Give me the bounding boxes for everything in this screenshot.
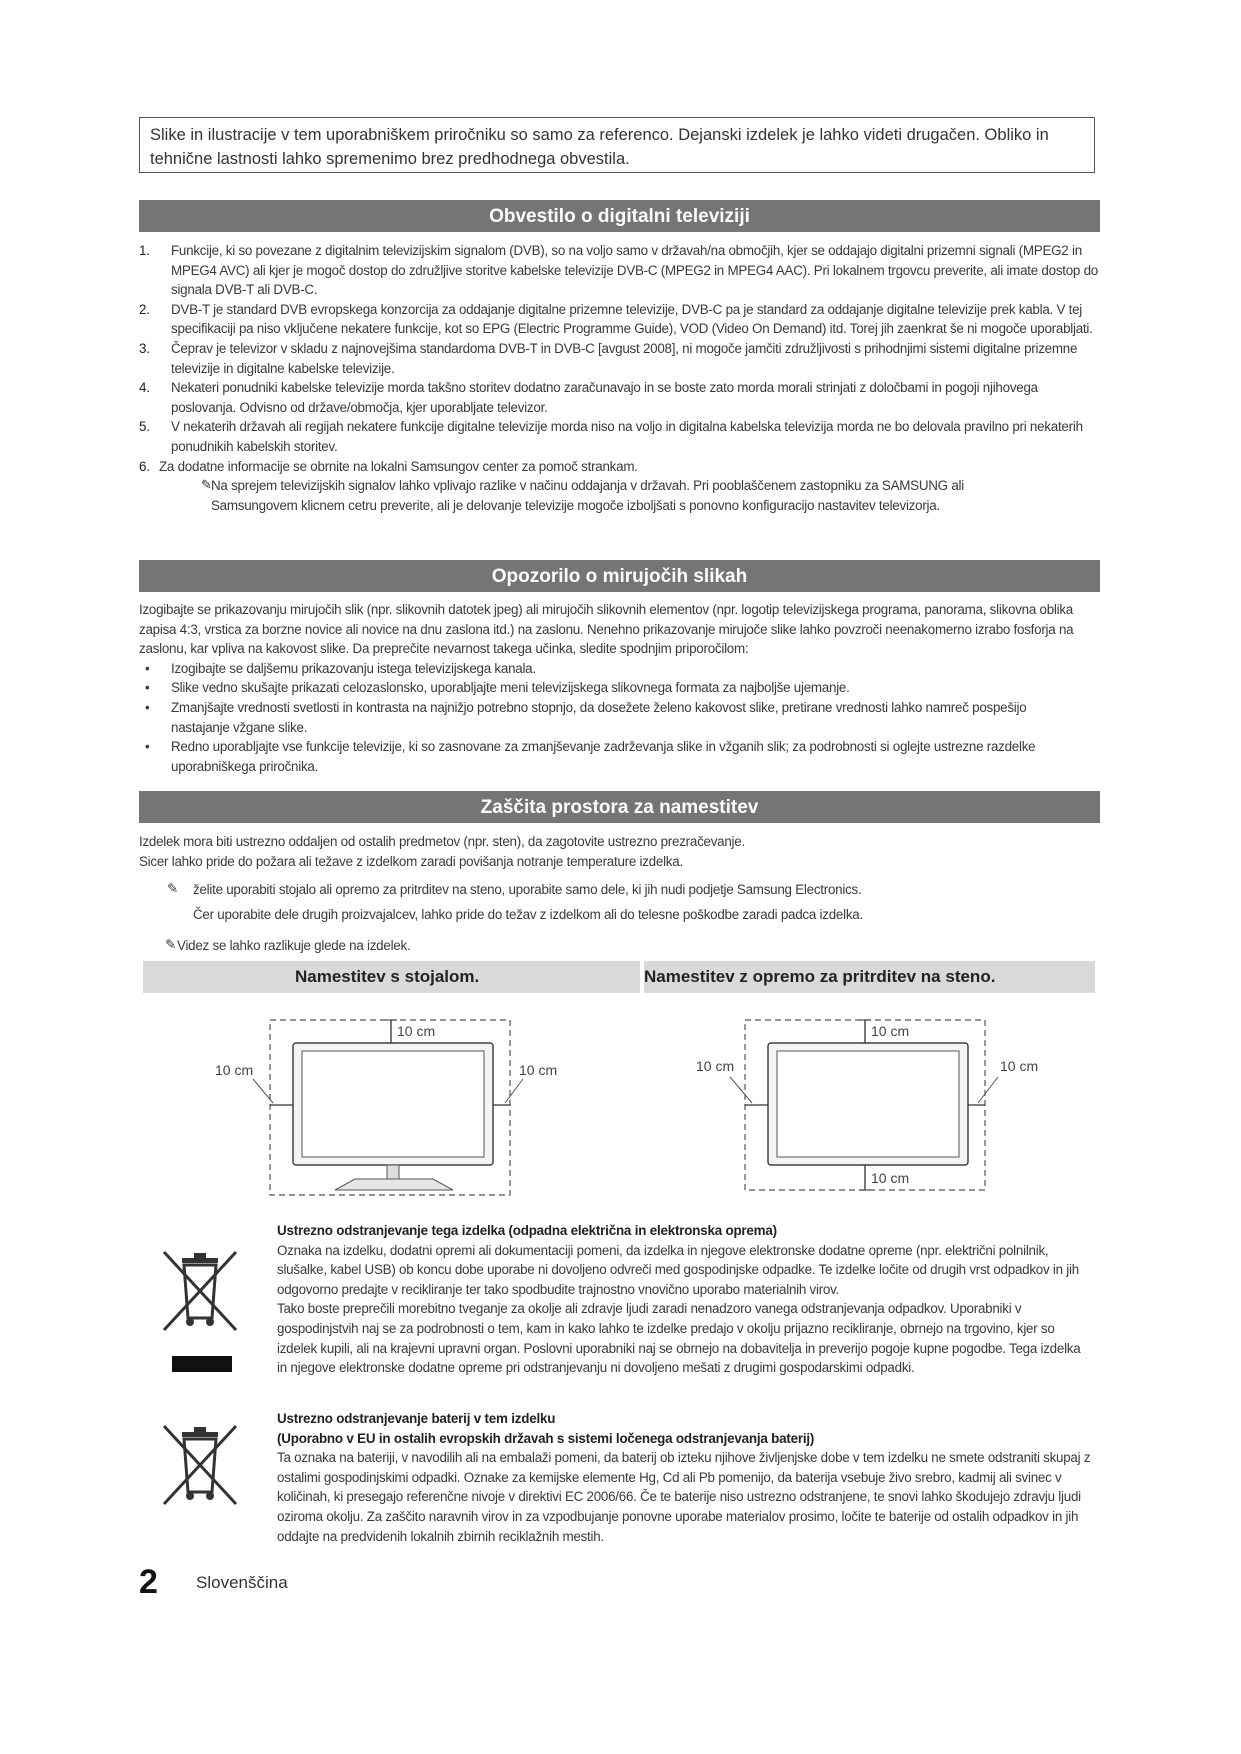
waste-battery-block (277, 1409, 1092, 1546)
reference-notice: Slike in ilustracije v tem uporabniškem priročniku so samo za referenco. Dejanski izdelek je lahko videti drugačen. Obliko in tehnične lastnosti lahko spremenimo brez predhodnega obvestila. (139, 117, 1095, 173)
still-image-block (139, 600, 1084, 776)
tv-screen (777, 1051, 959, 1157)
dim-label-right: 10 cm (519, 1062, 558, 1078)
installation-text (139, 832, 1084, 871)
waste-product-title: Ustrezno odstranjevanje tega izdelka (odpadna električna in elektronska oprema) (277, 1223, 777, 1238)
tv-screen (302, 1051, 484, 1157)
wall-installation-diagram (690, 1015, 1070, 1200)
waste-battery-title: Ustrezno odstranjevanje baterij v tem izdelku (277, 1411, 556, 1426)
crossed-bin-icon (160, 1422, 240, 1512)
list-item: • Redno uporabljajte vse funkcije televizije, ki so zasnovane za zmanjševanje zadrževanja slike in vžganih slik; za podrobnosti si oglejte ustrezne razdelke uporabniškega priročnika. (145, 739, 1036, 774)
list-item: • Izogibajte se daljšemu prikazovanju istega televizijskega kanala. (145, 660, 536, 676)
tv-stand-base (335, 1179, 453, 1190)
installation-notes (167, 880, 1087, 956)
wall-install-label: Namestitev z opremo za pritrditev na steno. (644, 967, 996, 986)
dim-label-bottom: 10 cm (871, 1170, 910, 1186)
list-item: • Zmanjšajte vrednosti svetlosti in kontrasta na najnižjo potrebno stopnjo, da dosežete želeno kakovost slike, pretirane vrednosti lahko namreč pospešijo nastajanje vžgane slike. (145, 699, 1027, 735)
waste-product-p2: Tako boste preprečili morebitno tveganje za okolje ali zdravje ljudi zaradi nenadzoro vanega odstranjevanja odpadkov. Uporabniki v gospodinjstvih naj se za podrobnosti o tem, kam in kako lahko te izdelke predajo v okolju prijazno recikliranje, obrnejo na trgovino, kjer so izdelek kupili, ali na krajevni upravni organ. Poslovni uporabniki naj se obrnejo na dobavitelja in preverijo pogoje kupne pogodbe. Tega izdelka in njegove elektronske dodatne opreme pri odstranjevanju ni dovoljeno mešati z drugimi gospodarskimi odpadki. (277, 1301, 1081, 1376)
installation-note-2: Čer uporabite dele drugih proizvajalcev, lahko pride do težav z izdelkom ali do telesne poškodbe zaradi padca izdelka. (193, 906, 863, 922)
stand-install-label: Namestitev s stojalom. (295, 967, 480, 986)
waste-battery-p1: Ta oznaka na bateriji, v navodilih ali na embalaži pomeni, da baterij ob izteku njihove življenjske dobe v tem izdelku ne smete odstraniti skupaj z ostalimi gospodinjskimi odpadki. Oznake za kemijske elemente Hg, Cd ali Pb pomenijo, da baterija vsebuje živo srebro, kadmij ali svinec v količinah, ki presegajo referenčne nivoje v direktivi EC 2006/66. Če te baterije niso ustrezno odstranjene, te snovi lahko škodujejo zdravju ljudi oziroma okolju. Za zaščito naravnih virov in za vzpodbujanje ponovne uporabe materialov prosimo, ločite te baterije od ostalih odpadkov in jih oddajte na predvidenih lokalnih zbirnih reciklažnih mestih. (277, 1450, 1091, 1544)
list-item: 6. Za dodatne informacije se obrnite na lokalni Samsungov center za pomoč strankam. (139, 458, 638, 474)
installation-note-1: ✎ želite uporabiti stojalo ali opremo za pritrditev na steno, uporabite samo dele, ki jih nudi podjetje Samsung Electronics. (167, 881, 862, 897)
dim-label-top: 10 cm (397, 1023, 436, 1039)
dim-label-right: 10 cm (1000, 1058, 1039, 1074)
crossed-bin-icon (160, 1248, 240, 1378)
list-item: 3. Čeprav je televizor v skladu z najnovejšima standardoma DVB-T in DVB-C [avgust 2008], ni mogoče jamčiti združljivosti s prihodnjimi sistemi digitalne prizemne televizije in digitalne kabelske televizije. (139, 340, 1078, 376)
section-title-installation: Zaščita prostora za namestitev (139, 791, 1100, 823)
pencil-note-icon: ✎ (167, 881, 178, 896)
dim-label-left: 10 cm (696, 1058, 735, 1074)
waste-battery-subtitle: (Uporabno v EU in ostalih evropskih državah s sistemi ločenega odstranjevanja baterij) (277, 1430, 815, 1446)
installation-line-2: Sicer lahko pride do požara ali težave z izdelkom zaradi povišanja notranje temperature izdelka. (139, 853, 683, 869)
installation-line-1: Izdelek mora biti ustrezno oddaljen od ostalih predmetov (npr. sten), da zagotovite ustrezno prezračevanje. (139, 834, 745, 849)
list-item: 5. V nekaterih državah ali regijah nekatere funkcije digitalne televizije morda niso na voljo in digitalna kabelska televizija morda ne bo delovala pravilno pri nekaterih ponudnikih kabelskih storitev. (139, 419, 1083, 454)
installation-type-header (143, 961, 1095, 993)
list-item: 2. DVB-T je standard DVB evropskega konzorcija za oddajanje digitalne prizemne televizije, DVB-C pa je standard za oddajanje digitalne televizije prek kabla. V tej specifikaciji pa niso vključene nekatere funkcije, kot so EPG (Electric Programme Guide), VOD (Video On Demand) itd. Torej jih zaenkrat še ni mogoče uporabljati. (139, 301, 1093, 337)
dim-label-top: 10 cm (871, 1023, 910, 1039)
language-label: Slovenščina (196, 1573, 288, 1592)
pencil-note-icon: ✎ (201, 477, 212, 493)
list-item: 4. Nekateri ponudniki kabelske televizije morda takšno storitev dodatno zaračunavajo in se boste zato morda morali strinjati z določbami in pogoji njihovega poslovanja. Odvisno od države/območja, kjer uporabljate televizor. (139, 380, 1038, 415)
installation-note-3: ✎ Videz se lahko razlikuje glede na izdelek. (165, 937, 411, 954)
pencil-note-icon: ✎ (165, 937, 176, 953)
tv-stand-neck (387, 1165, 399, 1179)
reception-note: ✎ Na sprejem televizijskih signalov lahko vplivajo razlike v načinu oddajanja v državah. Pri pooblaščenem zastopniku za SAMSUNG ali Samsungovem klicnem cetru preverite, ali je delovanje televizije mogoče izboljšati s ponovno konfiguracijo nastavitev televizorja. (201, 477, 964, 513)
waste-product-block (277, 1221, 1092, 1378)
waste-product-p1: Oznaka na izdelku, dodatni opremi ali dokumentaciji pomeni, da izdelka in njegove elektronske dodatne opreme (npr. električni polnilnik, slušalke, kabel USB) ob koncu dobe uporabe ni dovoljeno odvreči med gospodinjske odpadke. Te izdelke ločite od drugih vrst odpadkov in jih odgovorno predajte v recikliranje ter tako spodbudite trajnostno vnovično uporabo materialnih virov. (277, 1242, 1079, 1297)
list-item: • Slike vedno skušajte prikazati celozaslonsko, uporabljajte meni televizijskega slikovnega formata za najboljše ujemanje. (145, 680, 850, 696)
still-image-intro: Izogibajte se prikazovanju mirujočih slik (npr. slikovnih datotek jpeg) ali mirujočih slikovnih elementov (npr. logotip televizijskega programa, panorama, slikovna oblika zapisa 4:3, vrstica za borzne novice ali novice na dnu zaslona itd.) na zaslonu. Nenehno prikazovanje mirujoče slike lahko povzroči neenakomerno izrabo fosforja na zaslonu, kar vpliva na kakovost slike. Da preprečite nevarnost takega učinka, sledite spodnjim priporočilom: (139, 602, 1074, 657)
still-image-bullets (139, 659, 1084, 777)
digital-tv-list (139, 241, 1099, 515)
list-item: 1. Funkcije, ki so povezane z digitalnim televizijskim signalom (DVB), so na voljo samo v državah/na območjih, kjer se oddajajo digitalni prizemni signali (MPEG2 in MPEG4 AVC) ali kjer je mogoč dostop do združljive storitve kabelske televizije DVB-C (MPEG2 in MPEG4 AAC). Pri lokalnem trgovcu preverite, ali imate dostop do signala DVB-T ali DVB-C. (139, 243, 1098, 298)
dim-label-left: 10 cm (215, 1062, 254, 1078)
stand-installation-diagram (205, 1015, 565, 1200)
page-number: 2 (139, 1563, 158, 1601)
section-title-digital-tv: Obvestilo o digitalni televiziji (139, 200, 1100, 232)
section-title-still-image: Opozorilo o mirujočih slikah (139, 560, 1100, 592)
